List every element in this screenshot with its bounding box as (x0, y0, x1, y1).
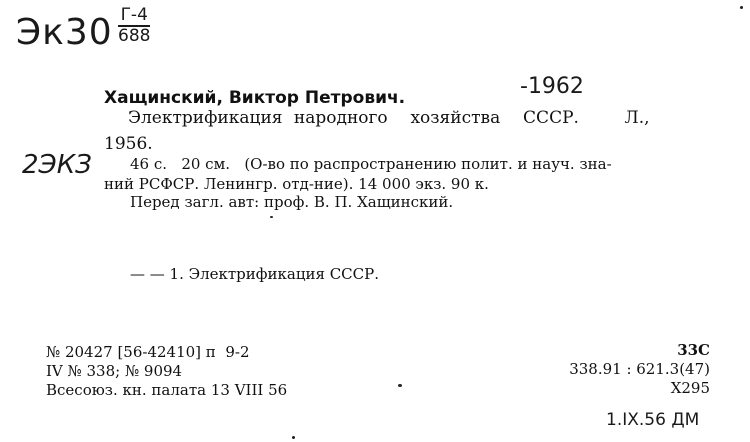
entry-title-line-2: 1956. (104, 134, 153, 154)
handwritten-shelf-mark: Эк30 (16, 12, 113, 53)
entry-title-line-1: Электрификация народного хозяйства СССР. Л., (128, 108, 650, 128)
entry-description-line-1: 46 с. 20 см. (О-во по распространению полит. и науч. зна- (130, 155, 612, 173)
footer-left-line-1: № 20427 [56-42410] п 9-2 (46, 343, 250, 361)
handwritten-shelf-number (118, 6, 150, 46)
handwritten-shelf-bottom: 688 (118, 26, 151, 46)
entry-subject-tracing: — — 1. Электрификация СССР. (130, 265, 379, 283)
card-speck (740, 6, 743, 9)
handwritten-copies-mark: 2ЭКЗ (22, 150, 92, 180)
handwritten-date-note: 1.IX.56 ДМ (606, 410, 700, 430)
footer-right-line-3: Х295 (670, 379, 710, 397)
entry-author-note: Перед загл. авт: проф. В. П. Хащинский. (130, 193, 454, 211)
handwritten-shelf-top: Г-4 (118, 6, 150, 27)
footer-left-line-2: IV № 338; № 9094 (46, 362, 183, 380)
footer-right-line-2: 338.91 : 621.3(47) (569, 360, 710, 378)
handwritten-year-note: -1962 (520, 74, 584, 99)
footer-right-line-1: 33С (677, 341, 710, 359)
card-speck (270, 216, 273, 218)
card-speck (292, 436, 295, 439)
card-speck (398, 384, 402, 387)
entry-description-line-2: ний РСФСР. Ленингр. отд-ние). 14 000 экз. 90 к. (104, 175, 489, 193)
entry-author: Хащинский, Виктор Петрович. (104, 88, 406, 108)
footer-left-line-3: Всесоюз. кн. палата 13 VIII 56 (46, 381, 288, 399)
